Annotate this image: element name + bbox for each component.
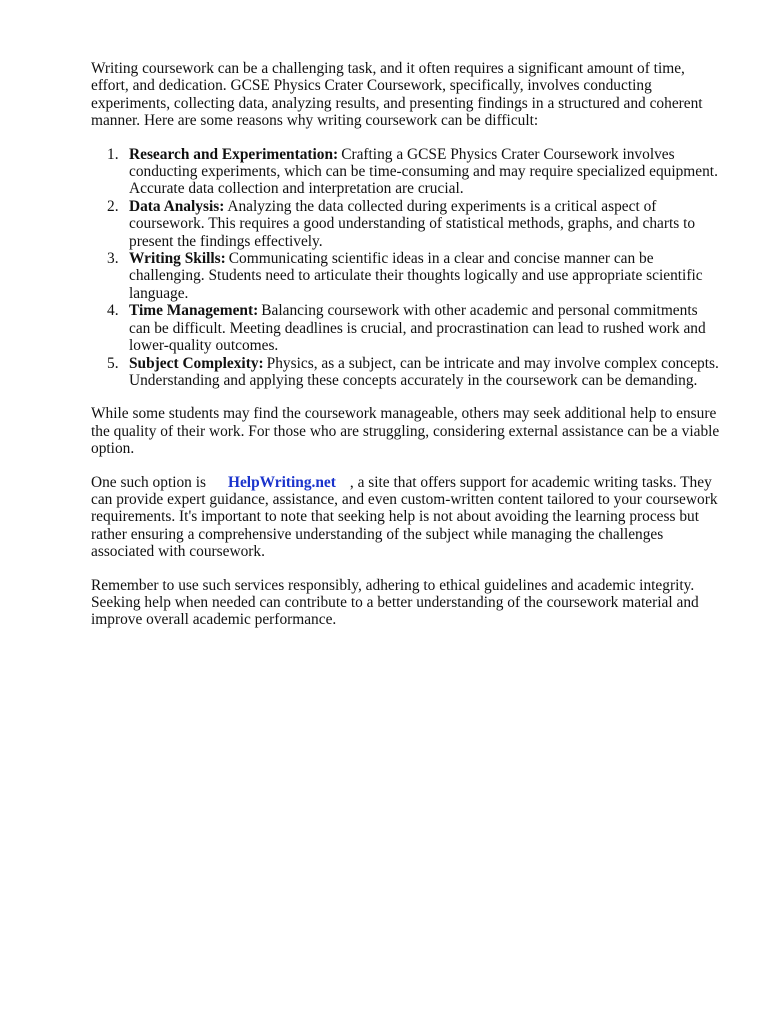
list-item-title: Research and Experimentation: bbox=[129, 145, 339, 163]
list-item-text: Communicating scientific ideas in a clear and concise manner can be challenging. Students need to articulate their thoughts logically and use appropriate scientific language. bbox=[129, 250, 703, 302]
list-item bbox=[91, 146, 721, 198]
reasons-list bbox=[91, 146, 721, 390]
list-item-text: Balancing coursework with other academic and personal commitments can be difficult. Meeting deadlines is crucial, and procrastination can lead to rushed work and lower-quality outcomes. bbox=[129, 302, 706, 355]
list-item-text: Crafting a GCSE Physics Crater Coursework involves conducting experiments, which can be time-consuming and may require specialized equipment. Accurate data collection and interpretation are crucial. bbox=[129, 145, 718, 198]
list-item bbox=[91, 355, 721, 390]
list-item-number: 3. bbox=[107, 250, 119, 268]
list-item-title: Writing Skills: bbox=[129, 250, 226, 268]
document-page bbox=[91, 60, 721, 645]
list-item-number: 1. bbox=[107, 145, 119, 163]
list-item bbox=[91, 250, 721, 302]
help-paragraph: While some students may find the coursework manageable, others may seek additional help to ensure the quality of their work. For those who are struggling, considering external assistance can be a viable option. bbox=[91, 405, 720, 458]
list-item-title: Time Management: bbox=[129, 302, 259, 320]
list-item bbox=[91, 302, 721, 354]
list-item-number: 5. bbox=[107, 354, 119, 372]
list-item-title: Data Analysis: bbox=[129, 197, 225, 215]
intro-paragraph: Writing coursework can be a challenging task, and it often requires a significant amount of time, effort, and dedication. GCSE Physics Crater Coursework, specifically, involves conducting experiments, collecting data, analyzing results, and presenting findings in a structured and coherent manner. Here are some reasons why writing coursework can be difficult: bbox=[91, 60, 703, 130]
option-text-after: , a site that offers support for academic writing tasks. They can provide expert guidance, assistance, and even custom-written content tailored to your coursework requirements. It's important to note that seeking help is not about avoiding the learning process but rather ensuring a comprehensive understanding of the subject while managing the challenges associated with coursework. bbox=[91, 473, 718, 561]
list-item-text: Analyzing the data collected during experiments is a critical aspect of coursework. This requires a good understanding of statistical methods, graphs, and charts to present the findings effectively. bbox=[129, 197, 696, 250]
list-item-text: Physics, as a subject, can be intricate and may involve complex concepts. Understanding and applying these concepts accurately in the coursework can be demanding. bbox=[129, 354, 719, 389]
list-item bbox=[91, 198, 721, 250]
list-item-number: 2. bbox=[107, 197, 119, 215]
helpwriting-link[interactable]: HelpWriting.net bbox=[228, 473, 336, 491]
list-item-number: 4. bbox=[107, 302, 119, 320]
closing-paragraph: Remember to use such services responsibly, adhering to ethical guidelines and academic integrity. Seeking help when needed can contribute to a better understanding of the coursework material and improve overall academic performance. bbox=[91, 576, 699, 629]
option-paragraph bbox=[91, 474, 721, 561]
option-text-before: One such option is bbox=[91, 473, 206, 491]
list-item-title: Subject Complexity: bbox=[129, 354, 264, 372]
